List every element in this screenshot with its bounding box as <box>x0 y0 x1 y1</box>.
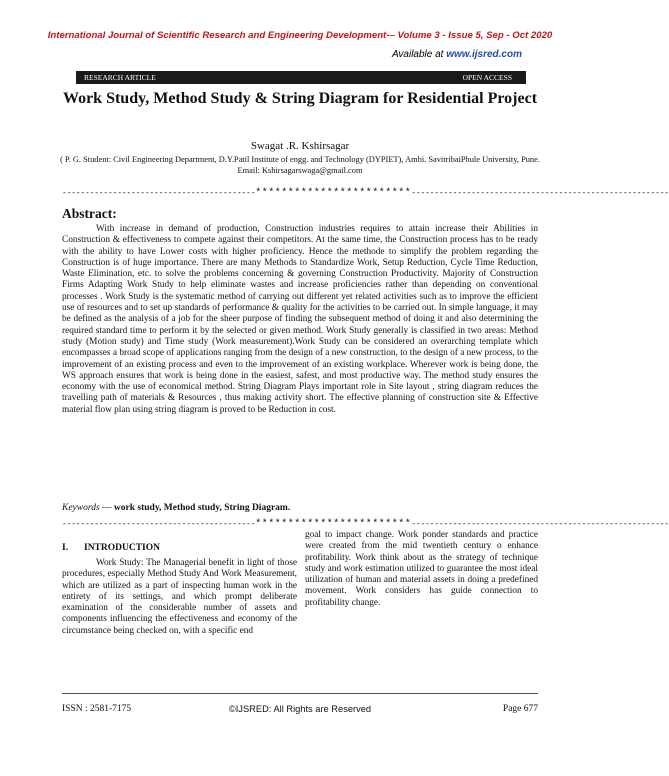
author-name: Swagat .R. Kshirsagar <box>250 140 350 152</box>
available-prefix: Available at <box>391 49 447 60</box>
footer-page-number: Page 677 <box>502 704 538 714</box>
keywords-label: Keywords <box>62 503 100 513</box>
separator-stars: ************************ <box>255 519 412 530</box>
section-title: INTRODUCTION <box>84 543 161 553</box>
separator-stars: ************************ <box>255 188 412 199</box>
separator-dashes: -------------------------------------------------------- <box>411 189 669 198</box>
banner-open-access: OPEN ACCESS <box>462 73 512 82</box>
separator-top <box>62 188 669 199</box>
section-heading <box>62 543 160 553</box>
author-email: Email: Kshirsagarswaga@gmail.com <box>237 165 363 175</box>
article-type-banner <box>76 71 526 84</box>
paper-title: Work Study, Method Study & String Diagram for Residential Project <box>62 90 538 107</box>
availability-line <box>392 49 522 60</box>
keywords-line <box>62 503 290 513</box>
abstract-heading: Abstract: <box>62 206 117 221</box>
footer-copyright: ©IJSRED: All Rights are Reserved <box>228 704 372 714</box>
intro-column-right: goal to impact change. Work ponder standards and practice were created from the mid twentieth century o enhance profitability. Work think about as the strategy of technique study and work estimation utilized to guarantee the most ideal utilization of human and material assets in doing a predefined movement. Work considers has guide connection to profitability change. <box>305 530 538 608</box>
intro-column-left: Work Study: The Managerial benefit in light of those procedures, especially Method Study And Work Measurement, which are utilized as a part of inspecting human work in the entirety of its settings, and which prompt deliberate examination of the considerable number of assets and components influencing the effectiveness and economy of the circumstance being checked on, with a specific end <box>62 558 297 636</box>
keywords-value: work study, Method study, String Diagram. <box>113 503 291 513</box>
section-number: I. <box>62 543 69 553</box>
footer-issn: ISSN : 2581-7175 <box>62 704 132 714</box>
footer-divider <box>62 693 538 694</box>
keywords-dash: — <box>99 503 114 513</box>
separator-dashes: ------------------------------------------ <box>62 520 256 529</box>
journal-header: International Journal of Scientific Research and Engineering Development-– Volume 3 - Issue 5, Sep - Oct 2020 <box>47 30 553 41</box>
journal-url-link[interactable]: www.ijsred.com <box>446 49 522 60</box>
abstract-text: With increase in demand of production, Construction industries requires to attain increase their Abilities in Construction & effectiveness to compete against their competitors. At the same time, the Construction process has to be ready with the ability to have Lower costs with higher proficiency. Hence the methode to simplify the problem regarding the Construction is of huge importance. There are many Methods to Standardize Work, Setup Reduction, Cycle Time Reduction, Waste Elimination, etc. to solve the problems concerning & governing Construction Productivity. Majority of Construction Firms Adapting Work Study to help eliminate wastes and increase proficiencies rather than depending on conventional processes . Work Study is the systematic method of carrying out different yet related activities such as to improve the efficient use of resources and to set up standards of performance & quality for the activities to be carried out. In simple language, it may be defined as the analysis of a job for the sheer purpose of finding the subsequent method of doing it and also determining the required standard time to perform it by the selected or given method. Work Study generally is classified in two areas: Method study (Motion study) and Time study (Work measurement).Work Study can be considered an overarching template which encompasses a broad scope of applications ranging from the design of a new construction, to the design of a new process, to the improvement of an existing process and even to the improvement of an existing workplace. Wherever work is being done, the WS approach ensures that work is being done in the easiest, safest, and most productive way. The method study ensures the economy with the use of economical method. String Diagram Plays important role in Site layout , string diagram reduces the travelling path of materials & Resources , thus making activity short. The effective planning of construction site & Effective material flow plan using string diagram is proved to be Reduction in cost. <box>62 224 538 415</box>
banner-research-article: RESEARCH ARTICLE <box>84 73 156 82</box>
separator-bottom <box>62 519 669 530</box>
author-affiliation <box>60 155 540 176</box>
separator-dashes: -------------------------------------------------------- <box>411 520 669 529</box>
affiliation-text: ( P. G. Student: Civil Engineering Department, D.Y.Patil Institute of engg. and Technology (DYPIET), Ambi. SavitribaiPhule University, Pune. <box>60 155 540 164</box>
separator-dashes: ------------------------------------------ <box>62 189 256 198</box>
